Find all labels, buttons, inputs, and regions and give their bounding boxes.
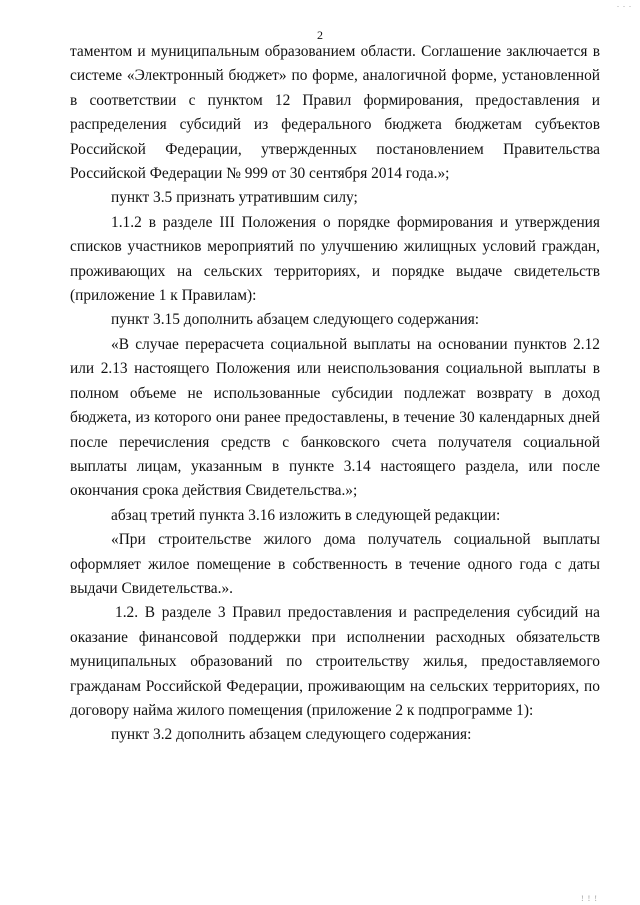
paragraph-continuation: таментом и муниципальным образованием области. Соглашение заключается в системе «Электронный бюджет» по форме, аналогичной форме, установленной в соответствии с пунктом 12 Правил формирования, предоставления и распределения субсидий из федерального бюджета бюджетам субъектов Российской Федерации, утвержденных постановлением Правительства Российской Федерации № 999 от 30 сентября 2014 года.»;: [70, 43, 600, 183]
page-number: 2: [317, 28, 323, 42]
paragraph-1-2: 1.2. В разделе 3 Правил предоставления и распределения субсидий на оказание финансовой поддержки при исполнении расходных обязательств муниципальных образований по строительству жилья, предоставляемого гражданам Российской Федерации, проживающим на сельских территориях, по договору найма жилого помещения (приложение 2 к подпрограмме 1):: [70, 604, 600, 719]
paragraph-1-1-2: 1.1.2 в разделе III Положения о порядке формирования и утверждения списков участников мероприятий по улучшению жилищных условий граждан, проживающих на сельских территориях, и порядке выдаче свидетельств (приложение 1 к Правилам):: [70, 213, 600, 305]
paragraph-item-3-2: пункт 3.2 дополнить абзацем следующего содержания:: [111, 726, 472, 744]
document-body: [70, 40, 600, 748]
corner-mark-top: . . .: [617, 0, 632, 9]
paragraph-quote-recalculation: «В случае перерасчета социальной выплаты на основании пунктов 2.12 или 2.13 настоящего Положения или неиспользования социальной выплаты в полном объеме не использованные субсидии подлежат возврату в доход бюджета, из которого они ранее предоставлены, в течение 30 календарных дней после перечисления средств с банковского счета получателя социальной выплаты лицам, указанным в пункте 3.14 настоящего раздела, или после окончания срока действия Свидетельства.»;: [70, 335, 600, 500]
paragraph-item-3-16: абзац третий пункта 3.16 изложить в следующей редакции:: [111, 506, 501, 524]
paragraph-item-3-15: пункт 3.15 дополнить абзацем следующего содержания:: [111, 311, 480, 329]
paragraph-item-3-5: пункт 3.5 признать утратившим силу;: [111, 189, 358, 207]
corner-mark-bottom: ! ! !: [581, 894, 598, 903]
paragraph-quote-construction: «При строительстве жилого дома получатель социальной выплаты оформляет жилое помещение в собственность в течение одного года с даты выдачи Свидетельства.».: [70, 531, 600, 597]
